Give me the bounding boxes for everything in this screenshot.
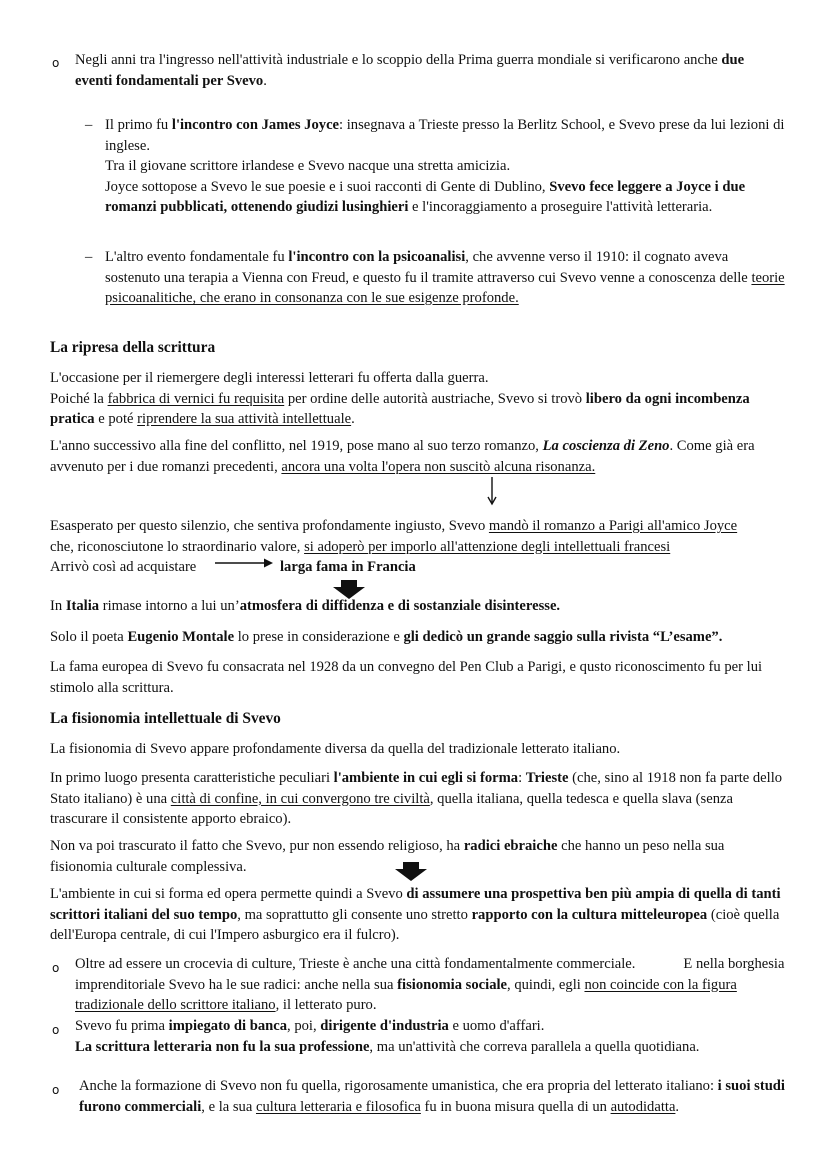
- text: (che, sino al 1918 non fa parte dello Stato italiano) è una: [50, 770, 783, 807]
- ripresa-p3-line3: [50, 557, 790, 578]
- bold-text: l'incontro con la psicoanalisi: [288, 249, 466, 265]
- text: , ma soprattutto gli consente uno stretto: [237, 906, 472, 923]
- bold-text: impiegato di banca: [168, 1018, 288, 1034]
- bullet-marker: o: [52, 56, 60, 70]
- bold-text: radici ebraiche: [463, 838, 558, 854]
- bullet-marker: o: [52, 1023, 60, 1037]
- bold-text: dirigente d'industria: [320, 1018, 449, 1034]
- bold-text: gli dedicò un grande saggio sulla rivista “L’esame”.: [403, 629, 723, 645]
- intro-paragraph: [75, 50, 775, 91]
- bold-text: Italia: [65, 598, 100, 614]
- bold-text: i suoi studi furono commerciali: [79, 1078, 785, 1115]
- underlined-text: autodidatta: [610, 1098, 676, 1115]
- text: Joyce sottopose a Svevo le sue poesie e i suoi racconti di Gente di Dublino,: [105, 178, 550, 195]
- bullet-2-line-2: [75, 1037, 790, 1058]
- text: , ma un'attività che correva parallela a quella quotidiana.: [369, 1038, 700, 1055]
- bold-text: l'ambiente in cui egli si forma: [333, 770, 519, 786]
- underlined-text: mandò il romanzo a Parigi all'amico Joyce: [488, 518, 738, 534]
- text: Anche la formazione di Svevo non fu quella, rigorosamente umanistica, che era propria del letterato italiano:: [79, 1078, 718, 1094]
- arrow-right-icon: [214, 557, 274, 569]
- underlined-text: si adoperò per imporlo all'attenzione degli intellettuali francesi: [304, 538, 671, 555]
- text: Negli anni tra l'ingresso nell'attività industriale e lo scoppio della Prima guerra mondiale si verificarono anche: [75, 52, 722, 68]
- bold-text: Eugenio Montale: [127, 629, 235, 645]
- ripresa-paragraph-2: [50, 436, 785, 477]
- text: In primo luogo presenta caratteristiche peculiari: [50, 770, 334, 786]
- section-heading-fisionomia: La fisionomia intellettuale di Svevo: [50, 710, 281, 727]
- text: Il primo fu: [105, 117, 172, 133]
- text: Non va poi trascurato il fatto che Svevo, pur non essendo religioso, ha: [50, 838, 464, 854]
- bold-text: due eventi fondamentali per Svevo: [75, 52, 745, 89]
- arrow-down-icon: [486, 476, 498, 506]
- text: Esasperato per questo silenzio, che sentiva profondamente ingiusto, Svevo: [50, 518, 489, 534]
- text: :: [518, 770, 526, 786]
- text: fu in buona misura quella di un: [420, 1098, 611, 1115]
- psico-paragraph: [105, 247, 785, 309]
- book-title: La coscienza di Zeno: [542, 438, 670, 454]
- text: rimase intorno a lui un’: [99, 598, 240, 614]
- text: Arrivò così ad acquistare: [50, 559, 197, 575]
- underlined-text: riprendere la sua attività intellettuale: [137, 411, 352, 427]
- dash-marker: –: [85, 117, 93, 133]
- text: .: [263, 72, 267, 89]
- underlined-text: cultura letteraria e filosofica: [255, 1098, 421, 1115]
- text: per ordine delle autorità austriache, Svevo si trovò: [284, 390, 586, 407]
- bullet-2-line-1: [75, 1016, 790, 1037]
- ripresa-paragraph-4: [50, 596, 790, 617]
- bullet-marker: o: [52, 961, 60, 975]
- text: che hanno un peso nella sua fisionomia culturale complessiva.: [50, 838, 725, 875]
- bold-text: Trieste: [525, 770, 569, 786]
- text: , e la sua: [201, 1098, 256, 1115]
- ripresa-p3-line1: [50, 516, 790, 537]
- joyce-paragraph: [105, 115, 785, 218]
- section-heading-ripresa: La ripresa della scrittura: [50, 339, 216, 356]
- bold-text: atmosfera di diffidenza e di sostanziale disinteresse.: [239, 598, 561, 614]
- text: .: [675, 1098, 680, 1115]
- bold-text: rapporto con la cultura mitteleuropea: [471, 906, 708, 923]
- joyce-line-3: [105, 177, 785, 218]
- text: L'ambiente in cui si forma ed opera permette quindi a Svevo: [50, 886, 407, 902]
- ripresa-p1-line2: [50, 389, 785, 430]
- underlined-text: non coincide con la figura tradizionale dello scrittore italiano: [75, 976, 737, 1013]
- bold-text: La scrittura letteraria non fu la sua professione: [75, 1038, 370, 1055]
- text: e uomo d'affari.: [448, 1018, 545, 1034]
- fisionomia-bullet-3: [79, 1076, 791, 1117]
- underlined-text: teorie psicoanalitiche, che erano in consonanza con le sue esigenze profonde.: [105, 269, 785, 306]
- text: , poi,: [287, 1018, 321, 1034]
- joyce-line-1: [105, 115, 785, 156]
- text: . Come già era avvenuto per i due romanzi precedenti,: [50, 438, 755, 475]
- ripresa-paragraph-3: [50, 516, 790, 578]
- text: L'occasione per il riemergere degli interessi letterari fu offerta dalla guerra.: [50, 370, 489, 386]
- dash-marker: –: [85, 249, 93, 265]
- text: L'altro evento fondamentale fu: [105, 249, 289, 265]
- text: e poté: [94, 411, 138, 427]
- text: Solo il poeta: [50, 629, 128, 645]
- text: (cioè quella dell'Europa centrale, di cui l'Impero asburgico era il fulcro).: [50, 906, 780, 943]
- bold-text: di assumere una prospettiva ben più ampia di quella di tanti scrittori italiani del suo tempo: [50, 886, 781, 923]
- fisionomia-paragraph-4: [50, 884, 785, 946]
- text: e l'incoraggiamento a proseguire l'attività letteraria.: [408, 199, 713, 215]
- bold-text: libero da ogni incombenza pratica: [50, 390, 750, 427]
- bold-text: larga fama in Francia: [280, 559, 416, 575]
- text: Svevo fu prima: [75, 1018, 169, 1034]
- joyce-line-2: Tra il giovane scrittore irlandese e Svevo nacque una stretta amicizia.: [105, 158, 511, 174]
- fisionomia-paragraph-1: La fisionomia di Svevo appare profondamente diversa da quella del tradizionale letterato italiano.: [50, 741, 621, 757]
- bold-text: l'incontro con James Joyce: [171, 117, 340, 133]
- bullet-marker: o: [52, 1083, 60, 1097]
- text: L'anno successivo alla fine del conflitto, nel 1919, pose mano al suo terzo romanzo,: [50, 438, 543, 454]
- fisionomia-bullet-2: [75, 1016, 790, 1057]
- underlined-text: ancora una volta l'opera non suscitò alcuna risonanza.: [281, 458, 596, 475]
- text: , quella italiana, quella tedesca e quella slava (senza trascurare il consistente apporto ebraico).: [50, 790, 733, 827]
- ripresa-paragraph-1: [50, 368, 785, 430]
- underlined-text: fabbrica di vernici fu requisita: [107, 390, 285, 407]
- text: E nella borghesia imprenditoriale Svevo ha le sue radici: anche nella sua: [75, 956, 785, 993]
- bold-text: Svevo fece leggere a Joyce i due romanzi pubblicati, ottenendo giudizi lusinghieri: [105, 178, 746, 215]
- fisionomia-paragraph-2: [50, 768, 785, 830]
- text: .: [351, 411, 355, 427]
- underlined-text: città di confine, in cui convergono tre civiltà: [170, 790, 430, 807]
- text: Oltre ad essere un crocevia di culture, Trieste è anche una città fondamentalmente commerciale.: [75, 956, 636, 972]
- ripresa-paragraph-5: [50, 627, 790, 648]
- text: , il letterato puro.: [275, 997, 377, 1013]
- text: In: [50, 598, 66, 614]
- text: lo prese in considerazione e: [234, 629, 404, 645]
- text: : insegnava a Trieste presso la Berlitz School, e Svevo prese da lui lezioni di inglese.: [105, 117, 785, 154]
- text: Poiché la: [50, 390, 108, 407]
- text: , che avvenne verso il 1910: il cognato aveva sostenuto una terapia a Vienna con Freud, e questo fu il tramite attraverso cui Svevo venne a conoscenza delle: [105, 249, 752, 286]
- bold-text: fisionomia sociale: [397, 976, 508, 993]
- ripresa-p3-line2: [50, 537, 790, 558]
- fisionomia-bullet-1: [75, 954, 790, 1016]
- ripresa-paragraph-6: La fama europea di Svevo fu consacrata nel 1928 da un convegno del Pen Club a Parigi, e qusto riconoscimento fu per lui stimolo alla scrittura.: [50, 659, 763, 696]
- arrow-down-icon: [394, 862, 428, 882]
- text: , quindi, egli: [507, 976, 585, 993]
- text: che, riconosciutone lo straordinario valore,: [50, 538, 305, 555]
